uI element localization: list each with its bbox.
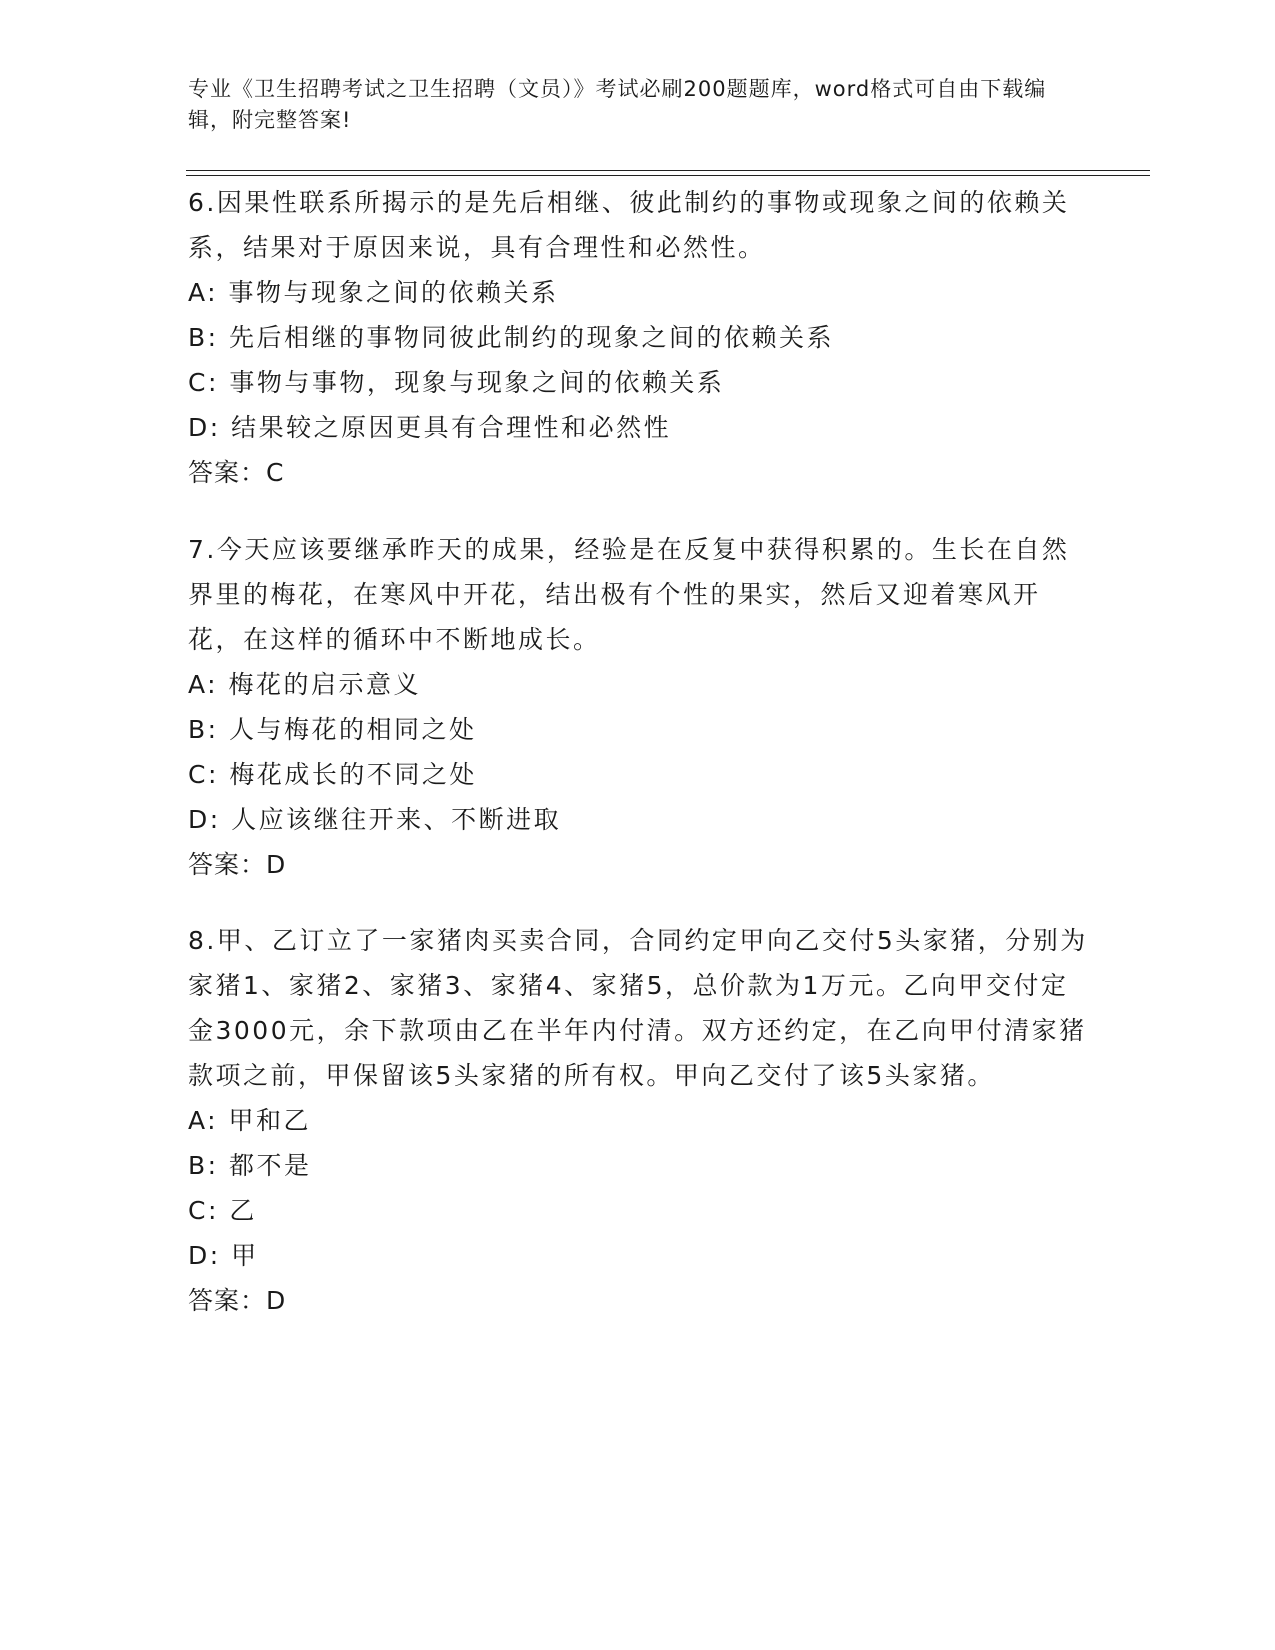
header-divider-top [186, 170, 1150, 171]
document-header [188, 74, 1068, 136]
header-title: 专业《卫生招聘考试之卫生招聘（文员）》考试必刷200题题库，word格式可自由下载编辑，附完整答案! [188, 77, 1047, 132]
option-b: B: 先后相继的事物同彼此制约的现象之间的依赖关系 [188, 323, 835, 352]
option-d: D: 结果较之原因更具有合理性和必然性 [188, 413, 672, 442]
option-a: A: 甲和乙 [188, 1106, 312, 1135]
header-divider-bottom [186, 175, 1150, 176]
answer: 答案：C [188, 458, 285, 487]
option-c: C: 乙 [188, 1196, 257, 1225]
option-b: B: 都不是 [188, 1151, 312, 1180]
option-d: D: 甲 [188, 1241, 259, 1270]
option-c: C: 梅花成长的不同之处 [188, 760, 477, 789]
option-a: A: 梅花的启示意义 [188, 670, 422, 699]
question-8 [188, 918, 1088, 1323]
option-a: A: 事物与现象之间的依赖关系 [188, 278, 559, 307]
question-6 [188, 180, 1088, 495]
option-b: B: 人与梅花的相同之处 [188, 715, 477, 744]
question-stem: 7.今天应该要继承昨天的成果，经验是在反复中获得积累的。生长在自然界里的梅花，在寒风中开花，结出极有个性的果实，然后又迎着寒风开花，在这样的循环中不断地成长。 [188, 535, 1070, 654]
answer: 答案：D [188, 850, 287, 879]
question-stem: 6.因果性联系所揭示的是先后相继、彼此制约的事物或现象之间的依赖关系，结果对于原因来说，具有合理性和必然性。 [188, 188, 1070, 262]
question-stem: 8.甲、乙订立了一家猪肉买卖合同，合同约定甲向乙交付5头家猪，分别为家猪1、家猪2、家猪3、家猪4、家猪5，总价款为1万元。乙向甲交付定金3000元，余下款项由乙在半年内付清。双方还约定，在乙向甲付清家猪款项之前，甲保留该5头家猪的所有权。甲向乙交付了该5头家猪。 [188, 926, 1088, 1090]
option-d: D: 人应该继往开来、不断进取 [188, 805, 562, 834]
option-c: C: 事物与事物，现象与现象之间的依赖关系 [188, 368, 725, 397]
question-7 [188, 527, 1088, 887]
answer: 答案：D [188, 1286, 287, 1315]
